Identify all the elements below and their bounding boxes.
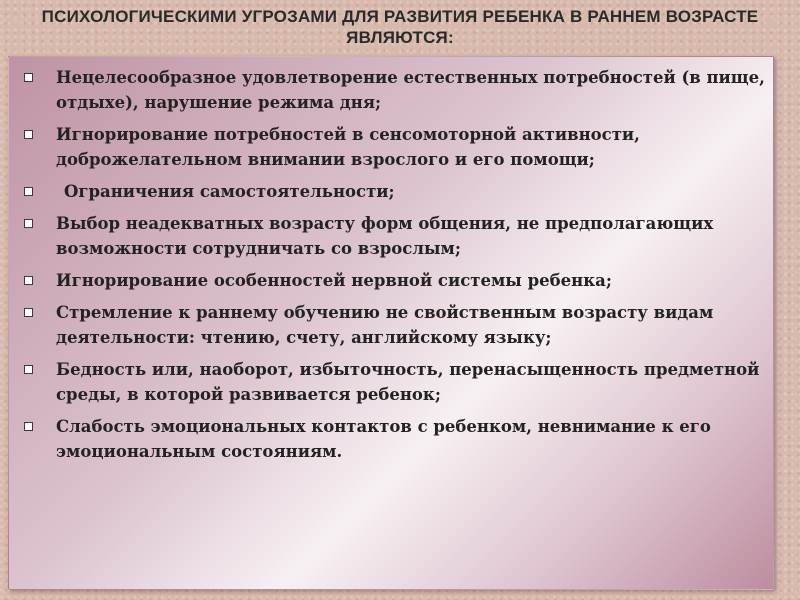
threats-list: [9, 65, 775, 471]
list-item: [9, 179, 775, 204]
slide-title: ПСИХОЛОГИЧЕСКИМИ УГРОЗАМИ ДЛЯ РАЗВИТИЯ РЕБЕНКА В РАННЕМ ВОЗРАСТЕ ЯВЛЯЮТСЯ:: [41, 7, 759, 47]
list-item-text: Бедность или, наоборот, избыточность, перенасыщенность предметной среды, в которой развивается ребенок;: [56, 360, 760, 404]
list-item-text: Выбор неадекватных возрасту форм общения, не предполагающих возможности сотрудничать со взрослым;: [56, 214, 714, 258]
hollow-square-bullet-icon: [24, 422, 33, 431]
list-item: [9, 414, 775, 464]
hollow-square-bullet-icon: [24, 365, 33, 374]
hollow-square-bullet-icon: [24, 73, 33, 82]
hollow-square-bullet-icon: [24, 276, 33, 285]
list-item-text: Нецелесообразное удовлетворение естественных потребностей (в пище, отдыхе), нарушение режима дня;: [56, 68, 765, 112]
hollow-square-bullet-icon: [24, 308, 33, 317]
list-item: [9, 300, 775, 350]
list-item: [9, 357, 775, 407]
hollow-square-bullet-icon: [24, 130, 33, 139]
content-panel: [8, 56, 774, 590]
list-item-text: Слабость эмоциональных контактов с ребенком, невнимание к его эмоциональным состояниям.: [56, 417, 711, 461]
list-item: [9, 211, 775, 261]
hollow-square-bullet-icon: [24, 219, 33, 228]
list-item: [9, 122, 775, 172]
hollow-square-bullet-icon: [24, 187, 33, 196]
list-item-text: Игнорирование особенностей нервной системы ребенка;: [56, 271, 612, 290]
list-item-text: Ограничения самостоятельности;: [64, 182, 395, 201]
list-item-text: Игнорирование потребностей в сенсомоторной активности, доброжелательном внимании взрослого и его помощи;: [56, 125, 640, 169]
list-item: [9, 268, 775, 293]
list-item: [9, 65, 775, 115]
list-item-text: Стремление к раннему обучению не свойственным возрасту видам деятельности: чтению, счету, английскому языку;: [56, 303, 714, 347]
